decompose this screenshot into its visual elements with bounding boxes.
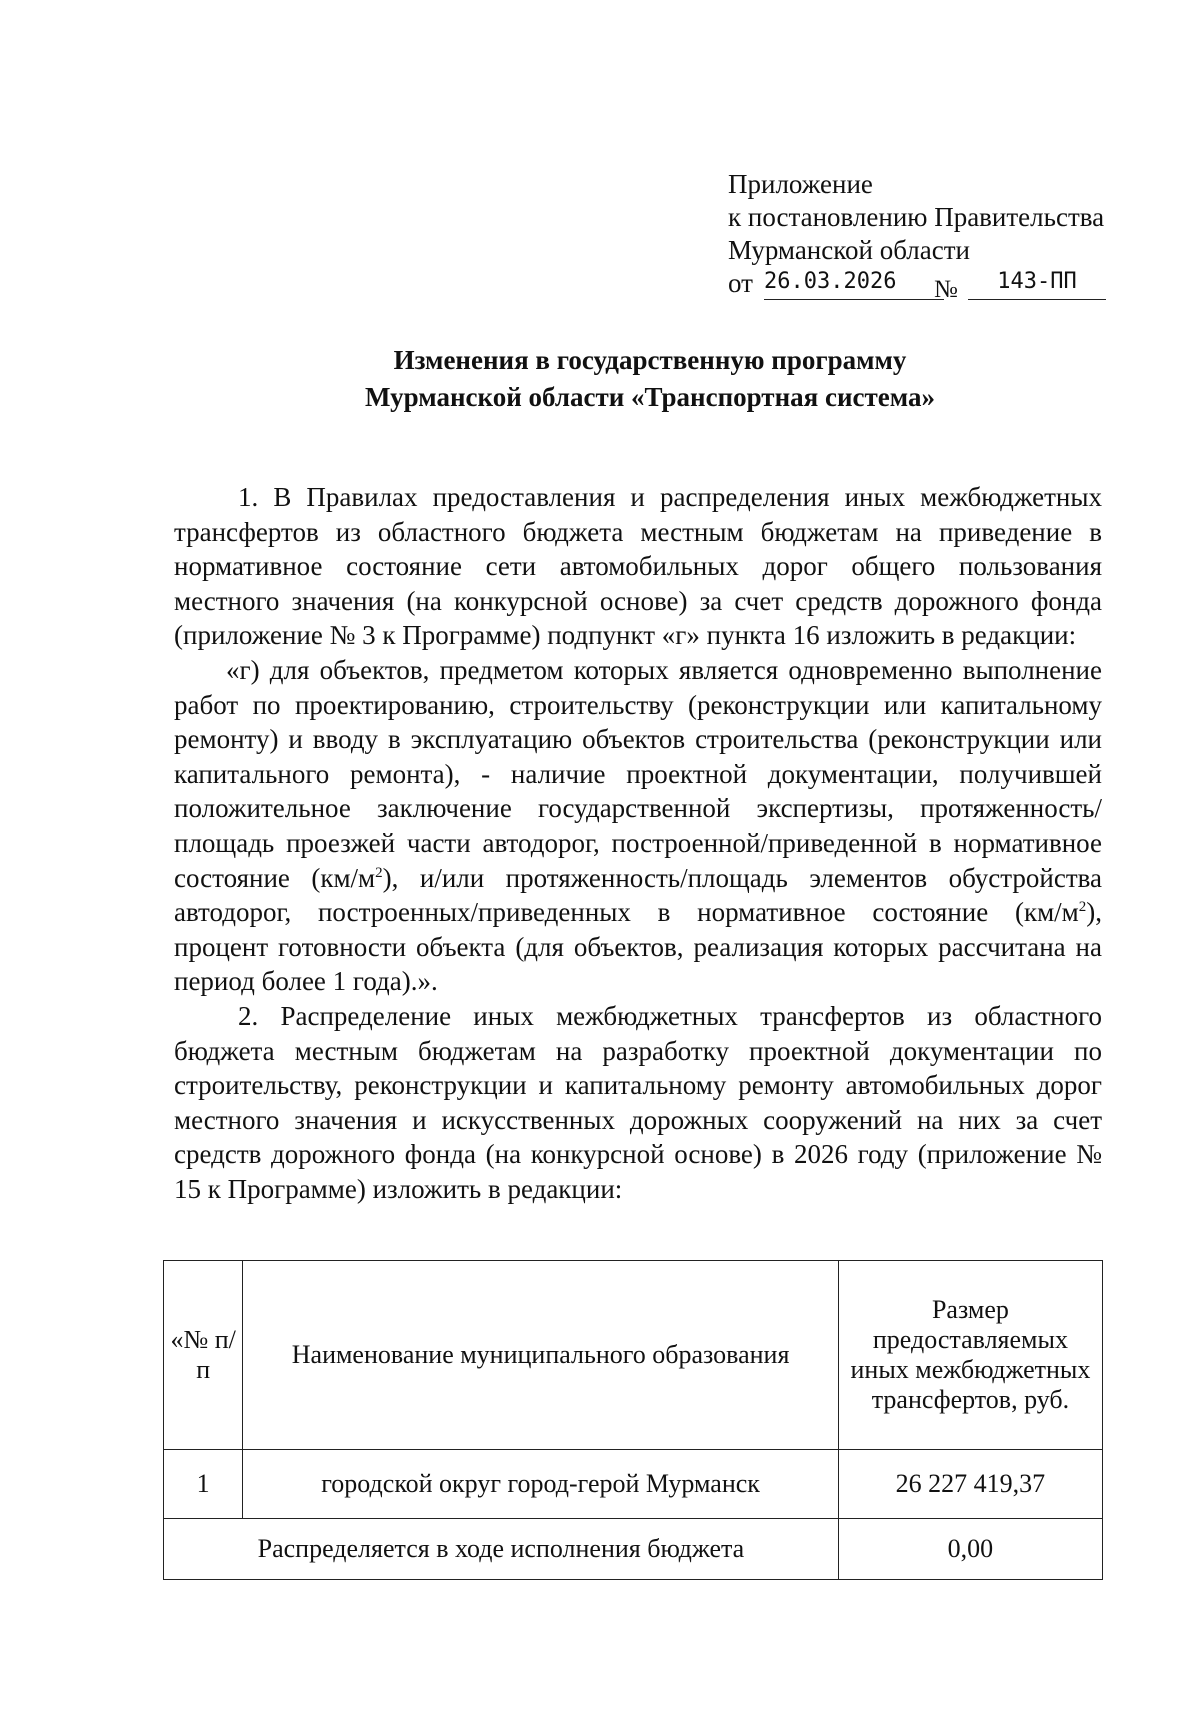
- superscript-squared: 2: [375, 864, 383, 881]
- document-body: [174, 480, 1102, 1206]
- title-line-1: Изменения в государственную программу: [393, 345, 907, 375]
- row-municipality: городской округ город-герой Мурманск: [243, 1450, 839, 1519]
- resolution-number: 143-ПП: [968, 265, 1106, 300]
- superscript-squared: 2: [1078, 899, 1087, 916]
- appendix-date-number: [728, 267, 1148, 307]
- paragraph-3: 2. Распределение иных межбюджетных трансфертов из областного бюджета местным бюджетам на разработку проектной документации по строительству, реконструкции и капитальному ремонту автомобильных дорог местного значения и искусственных дорожных сооружений на них за счет средств дорожного фонда (на конкурсной основе) в 2026 году (приложение № 15 к Программе) изложить в редакции:: [174, 1000, 1102, 1204]
- row-amount: 26 227 419,37: [838, 1450, 1102, 1519]
- table-header-row: [164, 1261, 1103, 1450]
- appendix-block: [728, 168, 1148, 307]
- appendix-resolution: к постановлению Правительства: [728, 202, 1105, 232]
- paragraph-1: 1. В Правилах предоставления и распределения иных межбюджетных трансфертов из областного бюджета местным бюджетам на приведение в нормативное состояние сети автомобильных дорог общего пользования местного значения (на конкурсной основе) за счет средств дорожного фонда (приложение № 3 к Программе) подпункт «г» пункта 16 изложить в редакции:: [174, 482, 1102, 651]
- title-line-2: Мурманской области «Транспортная система»: [365, 382, 935, 412]
- table-row: [164, 1450, 1103, 1519]
- table-total-row: [164, 1519, 1103, 1580]
- appendix-region: Мурманской области: [728, 235, 970, 265]
- number-sign: №: [934, 276, 958, 303]
- paragraph-2-part-c: ), процент готовности объекта (для объектов, реализация которых рассчитана на период более 1 года).».: [174, 897, 1102, 997]
- row-number: 1: [164, 1450, 243, 1519]
- header-amount: Размер предоставляемых иных межбюджетных трансфертов, руб.: [838, 1261, 1102, 1450]
- paragraph-2-part-a: «г) для объектов, предметом которых является одновременно выполнение работ по проектированию, строительству (реконструкции или капитальному ремонту) и вводу в эксплуатацию объектов строительства (реконструкции или капитального ремонта), - наличие проектной документации, получившей положительное заключение государственной экспертизы, протяженность/площадь проезжей части автодорог, построенной/приведенной в нормативное состояние (км/м: [174, 654, 1102, 893]
- header-municipality: Наименование муниципального образования: [243, 1261, 839, 1450]
- header-number: «№ п/п: [164, 1261, 243, 1450]
- resolution-date: 26.03.2026: [764, 265, 944, 300]
- distribution-table: [163, 1260, 1103, 1580]
- appendix-label: Приложение: [728, 169, 873, 199]
- date-prefix: от: [728, 268, 753, 298]
- total-amount: 0,00: [838, 1519, 1102, 1580]
- total-label: Распределяется в ходе исполнения бюджета: [164, 1519, 839, 1580]
- paragraph-2-part-b: ), и/или протяженность/площадь элементов обустройства автодорог, построенных/приведенных в нормативное состояние (км/м: [174, 862, 1102, 928]
- paragraph-2: [174, 653, 1102, 999]
- document-title: [270, 342, 1030, 416]
